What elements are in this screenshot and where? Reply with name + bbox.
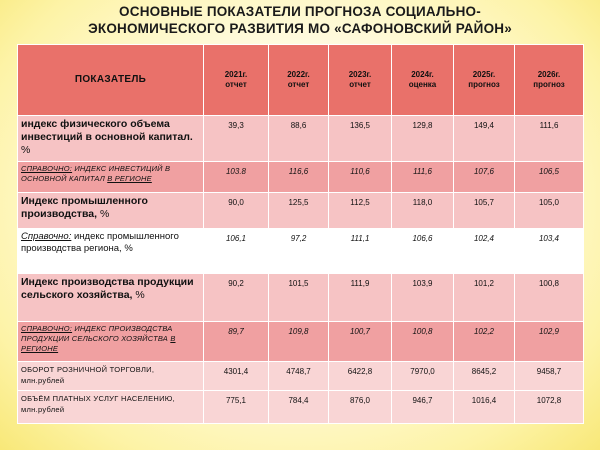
table-cell: 129,8 [392, 116, 454, 162]
table-cell: 106,5 [515, 162, 584, 193]
table-cell: 103,4 [515, 229, 584, 274]
table-cell: 1016,4 [454, 391, 515, 424]
table-cell: 110,6 [329, 162, 392, 193]
row-label: индекс физического объема инвестиций в основной капитал. % [18, 116, 204, 162]
table-cell: 90,0 [204, 193, 269, 229]
table-cell: 103.8 [204, 162, 269, 193]
table-row [18, 362, 584, 391]
table-cell: 97,2 [269, 229, 329, 274]
table-cell: 111,1 [329, 229, 392, 274]
table-cell: 136,5 [329, 116, 392, 162]
table-cell: 90,2 [204, 274, 269, 322]
header-year-2025: 2025г. прогноз [454, 45, 515, 116]
table-cell: 100,7 [329, 322, 392, 362]
table-cell: 103,9 [392, 274, 454, 322]
header-indicator: ПОКАЗАТЕЛЬ [18, 45, 204, 116]
table-cell: 4301,4 [204, 362, 269, 391]
table-row [18, 274, 584, 322]
row-label: ОБЪЁМ ПЛАТНЫХ УСЛУГ НАСЕЛЕНИЮ, млн.рублей [18, 391, 204, 424]
page-title [20, 3, 580, 37]
table-cell: 125,5 [269, 193, 329, 229]
table-cell: 7970,0 [392, 362, 454, 391]
header-year-2023: 2023г. отчет [329, 45, 392, 116]
table-cell: 4748,7 [269, 362, 329, 391]
table-cell: 101,5 [269, 274, 329, 322]
row-label: Индекс производства продукции сельского хозяйства, % [18, 274, 204, 322]
table-cell: 102,4 [454, 229, 515, 274]
table-cell: 106,6 [392, 229, 454, 274]
table-cell: 102,2 [454, 322, 515, 362]
table-cell: 9458,7 [515, 362, 584, 391]
table-cell: 105,7 [454, 193, 515, 229]
table-cell: 106,1 [204, 229, 269, 274]
header-year-2022: 2022г. отчет [269, 45, 329, 116]
row-label: СПРАВОЧНО: ИНДЕКС ПРОИЗВОДСТВА ПРОДУКЦИИ СЕЛЬСКОГО ХОЗЯЙСТВА В РЕГИОНЕ [18, 322, 204, 362]
table-cell: 784,4 [269, 391, 329, 424]
table-cell: 6422,8 [329, 362, 392, 391]
table-cell: 876,0 [329, 391, 392, 424]
table-cell: 102,9 [515, 322, 584, 362]
row-label: Индекс промышленного производства, % [18, 193, 204, 229]
table-cell: 107,6 [454, 162, 515, 193]
header-year-2024: 2024г. оценка [392, 45, 454, 116]
row-label: Справочно: индекс промышленного производства региона, % [18, 229, 204, 274]
table-cell: 89,7 [204, 322, 269, 362]
table-cell: 116,6 [269, 162, 329, 193]
table-cell: 112,5 [329, 193, 392, 229]
table-row [18, 391, 584, 424]
header-year-2026: 2026г. прогноз [515, 45, 584, 116]
table-row [18, 162, 584, 193]
table-cell: 100,8 [392, 322, 454, 362]
table-cell: 88,6 [269, 116, 329, 162]
table-row [18, 193, 584, 229]
title-line-2: ЭКОНОМИЧЕСКОГО РАЗВИТИЯ МО «САФОНОВСКИЙ РАЙОН» [88, 21, 512, 36]
table-cell: 39,3 [204, 116, 269, 162]
table-cell: 149,4 [454, 116, 515, 162]
table-row [18, 116, 584, 162]
forecast-table [17, 44, 584, 424]
table-cell: 111,6 [515, 116, 584, 162]
table-row [18, 322, 584, 362]
header-year-2021: 2021г. отчет [204, 45, 269, 116]
table-cell: 1072,8 [515, 391, 584, 424]
table-cell: 111,6 [392, 162, 454, 193]
row-label: СПРАВОЧНО: ИНДЕКС ИНВЕСТИЦИЙ В ОСНОВНОЙ КАПИТАЛ В РЕГИОНЕ [18, 162, 204, 193]
table-cell: 946,7 [392, 391, 454, 424]
table-cell: 105,0 [515, 193, 584, 229]
title-line-1: ОСНОВНЫЕ ПОКАЗАТЕЛИ ПРОГНОЗА СОЦИАЛЬНО- [119, 4, 481, 19]
header-row [18, 45, 584, 116]
table-cell: 109,8 [269, 322, 329, 362]
table-row [18, 229, 584, 274]
table-cell: 118,0 [392, 193, 454, 229]
row-label: ОБОРОТ РОЗНИЧНОЙ ТОРГОВЛИ, млн.рублей [18, 362, 204, 391]
table-cell: 101,2 [454, 274, 515, 322]
table-cell: 100,8 [515, 274, 584, 322]
table-cell: 775,1 [204, 391, 269, 424]
table-cell: 8645,2 [454, 362, 515, 391]
table-cell: 111,9 [329, 274, 392, 322]
